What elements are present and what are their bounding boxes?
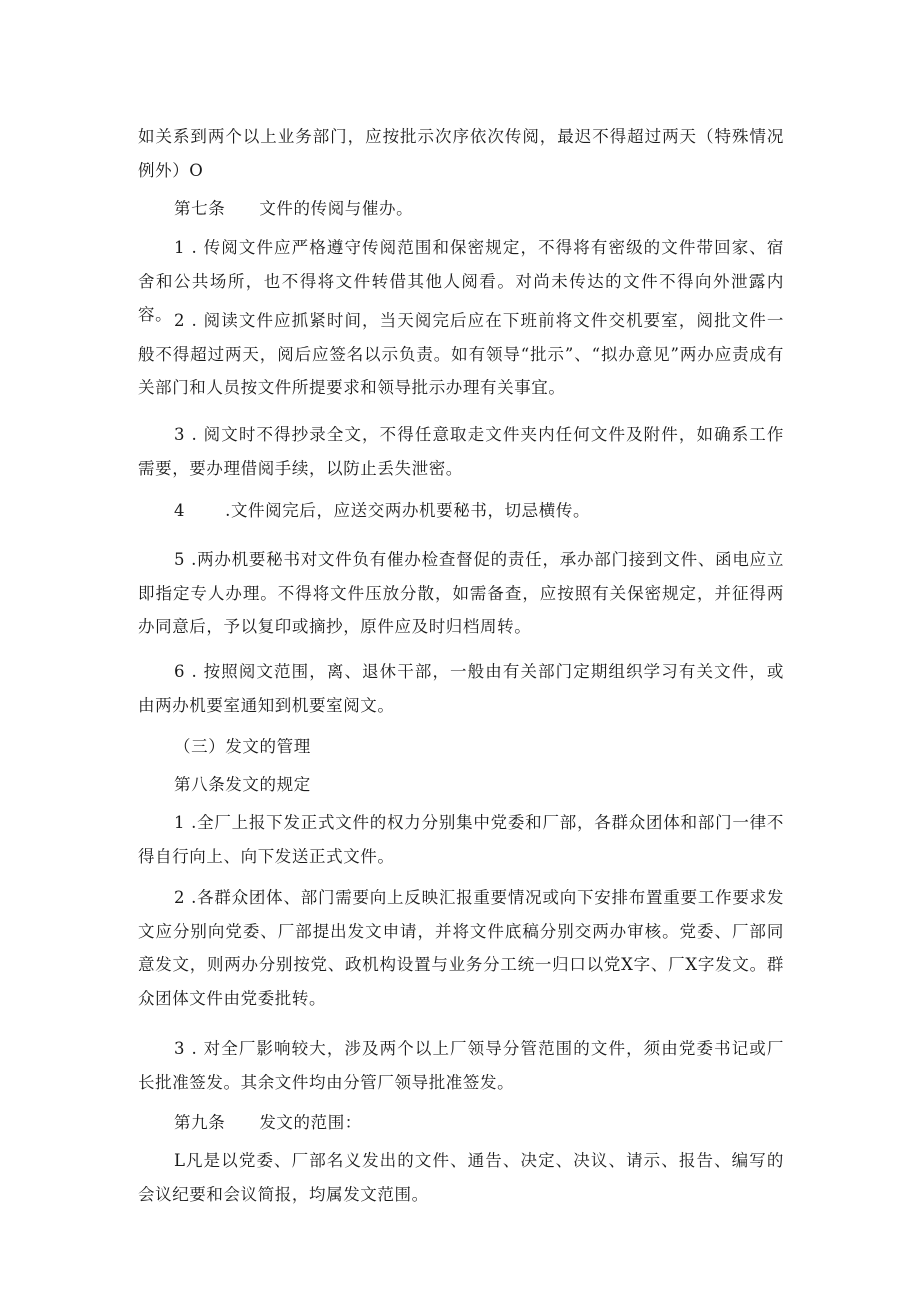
article-7-item-1: 1 . 传阅文件应严格遵守传阅范围和保密规定，不得将有密级的文件带回家、宿舍和公共场所，也不得将文件转借其他人阅看。对尚未传达的文件不得向外泄露内容。 — [138, 238, 784, 324]
section-heading-3: （三）发文的管理 — [174, 737, 311, 756]
article-7-item-3: 3 . 阅文时不得抄录全文，不得任意取走文件夹内任何文件及附件，如确系工作需要，要办理借阅手续，以防止丢失泄密。 — [138, 425, 784, 478]
article-7-heading — [138, 192, 784, 226]
article-title: 文件的传阅与催办。 — [259, 199, 414, 218]
paragraph-continuation: 如关系到两个以上业务部门，应按批示次序依次传阅，最迟不得超过两天（特殊情况例外）O — [138, 127, 784, 180]
article-8-item-2: 2 .各群众团体、部门需要向上反映汇报重要情况或向下安排布置重要工作要求发文应分别向党委、厂部提出发文申请，并将文件底稿分别交两办审核。党委、厂部同意发文，则两办分别按党、政机构设置与业务分工统一归口以党X字、厂X字发文。群众团体文件由党委批转。 — [138, 888, 784, 1008]
article-7-item-2: 2 . 阅读文件应抓紧时间，当天阅完后应在下班前将文件交机要室，阅批文件一般不得超过两天，阅后应签名以示负责。如有领导“批示”、“拟办意见”两办应责成有关部门和人员按文件所提要求和领导批示办理有关事宜。 — [138, 311, 784, 397]
article-8-item-3: 3 . 对全厂影响较大，涉及两个以上厂领导分管范围的文件，须由党委书记或厂长批准签发。其余文件均由分管厂领导批准签发。 — [138, 1039, 784, 1092]
article-7-item-5: 5 .两办机要秘书对文件负有催办检查督促的责任，承办部门接到文件、函电应立即指定专人办理。不得将文件压放分散，如需备查，应按照有关保密规定，并征得两办同意后，予以复印或摘抄，原件应及时归档周转。 — [138, 550, 784, 636]
article-number: 第七条 — [174, 199, 226, 218]
article-7-item-4 — [138, 494, 784, 528]
article-8-item-1: 1 .全厂上报下发正式文件的权力分别集中党委和厂部，各群众团体和部门一律不得自行向上、向下发送正式文件。 — [138, 813, 784, 866]
article-title: 发文的范围： — [259, 1113, 362, 1132]
article-9-item-1: L凡是以党委、厂部名义发出的文件、通告、决定、决议、请示、报告、编写的会议纪要和会议简报，均属发文范围。 — [138, 1151, 784, 1204]
article-number: 第九条 — [174, 1113, 226, 1132]
article-9-heading — [138, 1106, 784, 1140]
item-text: .文件阅完后，应送交两办机要秘书，切忌横传。 — [225, 501, 591, 520]
item-number: 4 — [174, 501, 186, 520]
article-8-heading: 第八条发文的规定 — [174, 775, 311, 794]
article-7-item-6: 6 . 按照阅文范围，离、退休干部，一般由有关部门定期组织学习有关文件，或由两办机要室通知到机要室阅文。 — [138, 662, 784, 715]
